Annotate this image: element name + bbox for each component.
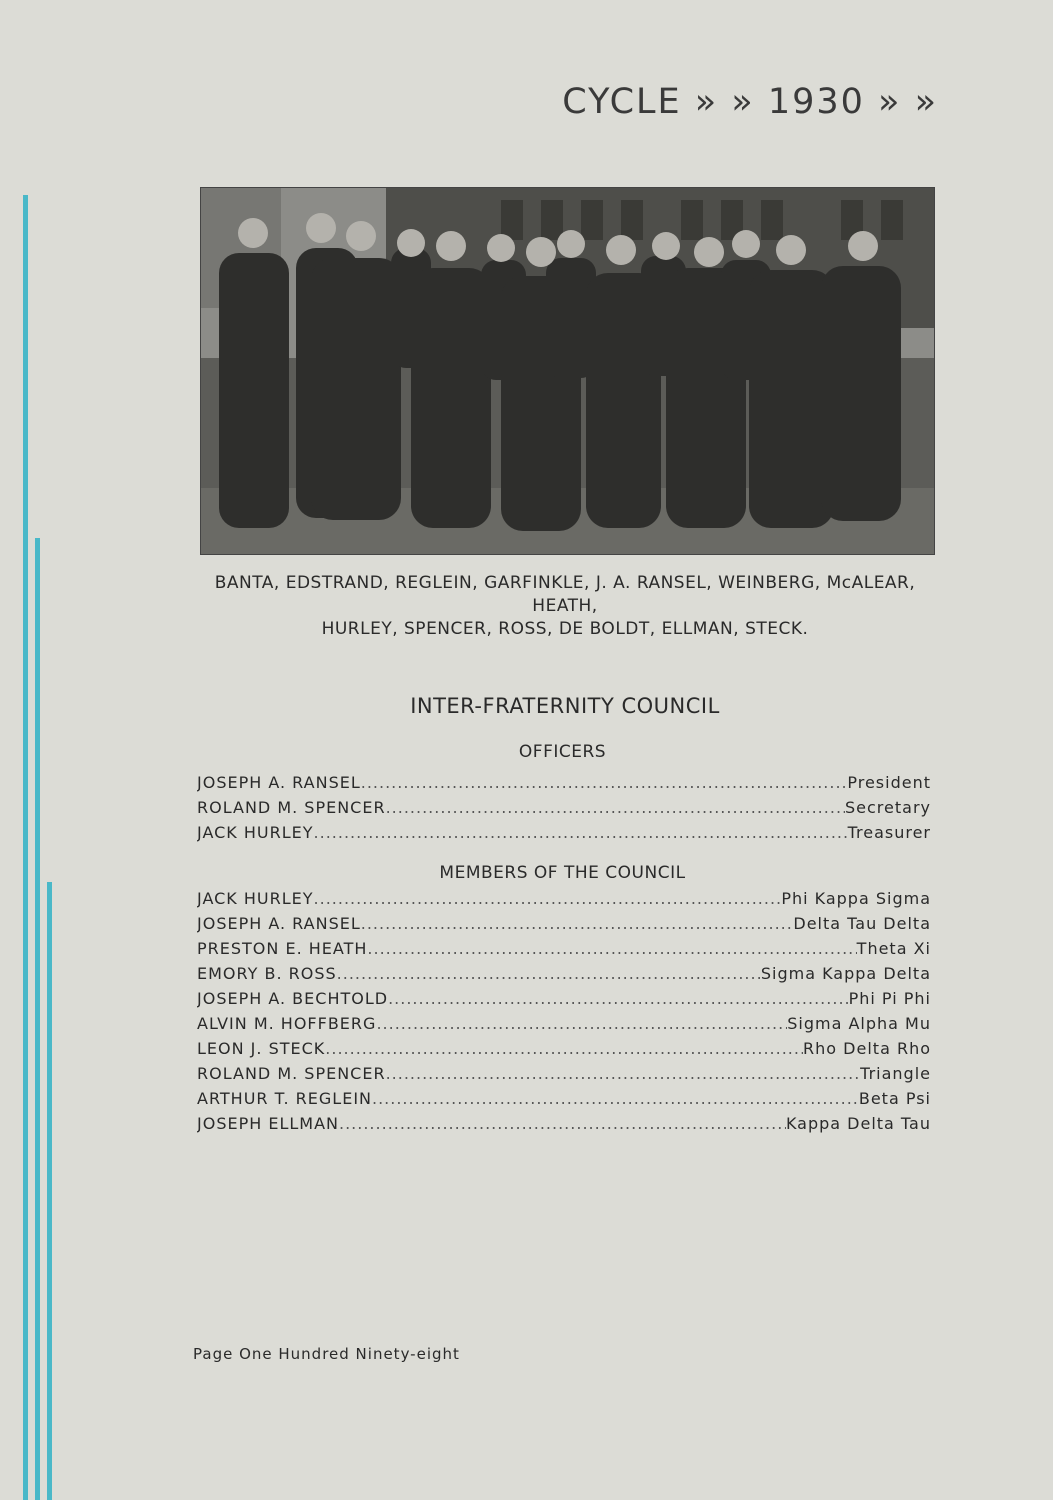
officer-name: JOSEPH A. RANSEL [197, 773, 361, 792]
photo-caption-line-2: HURLEY, SPENCER, ROSS, DE BOLDT, ELLMAN, STECK. [321, 619, 809, 639]
member-name: ROLAND M. SPENCER [197, 1064, 386, 1083]
dot-leader [367, 939, 856, 958]
member-fraternity: Sigma Kappa Delta [760, 964, 931, 983]
page-number-footer: Page One Hundred Ninety-eight [193, 1345, 460, 1363]
member-row [197, 989, 931, 1014]
page-header-title: CYCLE » » 1930 » » [562, 82, 938, 122]
dot-leader [361, 914, 794, 933]
dot-leader [372, 1089, 859, 1108]
member-fraternity: Beta Psi [858, 1089, 931, 1108]
member-name: PRESTON E. HEATH [197, 939, 368, 958]
member-fraternity: Delta Tau Delta [793, 914, 931, 933]
dot-leader [314, 889, 782, 908]
member-fraternity: Sigma Alpha Mu [787, 1014, 931, 1033]
group-photo-illustration [201, 188, 934, 554]
officer-row [197, 798, 931, 823]
member-row [197, 964, 931, 989]
member-name: EMORY B. ROSS [197, 964, 337, 983]
dot-leader [386, 798, 845, 817]
member-name: JOSEPH A. RANSEL [197, 914, 361, 933]
decorative-stripe [35, 538, 40, 1500]
officers-heading: OFFICERS [518, 742, 607, 762]
member-row [197, 1114, 931, 1139]
members-list [197, 889, 931, 1139]
officer-role: Secretary [845, 798, 931, 817]
member-name: JOSEPH A. BECHTOLD [197, 989, 389, 1008]
dot-leader [361, 773, 848, 792]
member-row [197, 1089, 931, 1114]
dot-leader [337, 964, 761, 983]
member-fraternity: Theta Xi [856, 939, 931, 958]
photo-caption [190, 572, 940, 641]
group-photo [200, 187, 935, 555]
dot-leader [314, 823, 848, 842]
members-heading: MEMBERS OF THE COUNCIL [439, 863, 686, 883]
member-name: ARTHUR T. REGLEIN [197, 1089, 372, 1108]
council-title: INTER-FRATERNITY COUNCIL [410, 694, 720, 718]
member-row [197, 939, 931, 964]
officer-role: Treasurer [847, 823, 931, 842]
member-row [197, 914, 931, 939]
member-fraternity: Rho Delta Rho [803, 1039, 931, 1058]
photo-caption-line-1: BANTA, EDSTRAND, REGLEIN, GARFINKLE, J. A. RANSEL, WEINBERG, McALEAR, HEATH, [214, 573, 916, 616]
member-name: JOSEPH ELLMAN [197, 1114, 339, 1133]
member-name: ALVIN M. HOFFBERG [197, 1014, 377, 1033]
member-name: LEON J. STECK [197, 1039, 326, 1058]
member-fraternity: Phi Pi Phi [848, 989, 931, 1008]
officer-row [197, 823, 931, 848]
dot-leader [386, 1064, 861, 1083]
member-row [197, 889, 931, 914]
officer-name: ROLAND M. SPENCER [197, 798, 386, 817]
decorative-stripe [23, 195, 28, 1500]
officer-name: JACK HURLEY [197, 823, 314, 842]
member-name: JACK HURLEY [197, 889, 314, 908]
dot-leader [325, 1039, 803, 1058]
member-fraternity: Kappa Delta Tau [785, 1114, 931, 1133]
decorative-stripe [47, 882, 52, 1500]
officer-role: President [847, 773, 931, 792]
dot-leader [339, 1114, 786, 1133]
member-fraternity: Phi Kappa Sigma [781, 889, 931, 908]
officer-row [197, 773, 931, 798]
officers-list [197, 773, 931, 848]
member-fraternity: Triangle [860, 1064, 931, 1083]
dot-leader [388, 989, 849, 1008]
member-row [197, 1064, 931, 1089]
member-row [197, 1014, 931, 1039]
member-row [197, 1039, 931, 1064]
dot-leader [376, 1014, 787, 1033]
